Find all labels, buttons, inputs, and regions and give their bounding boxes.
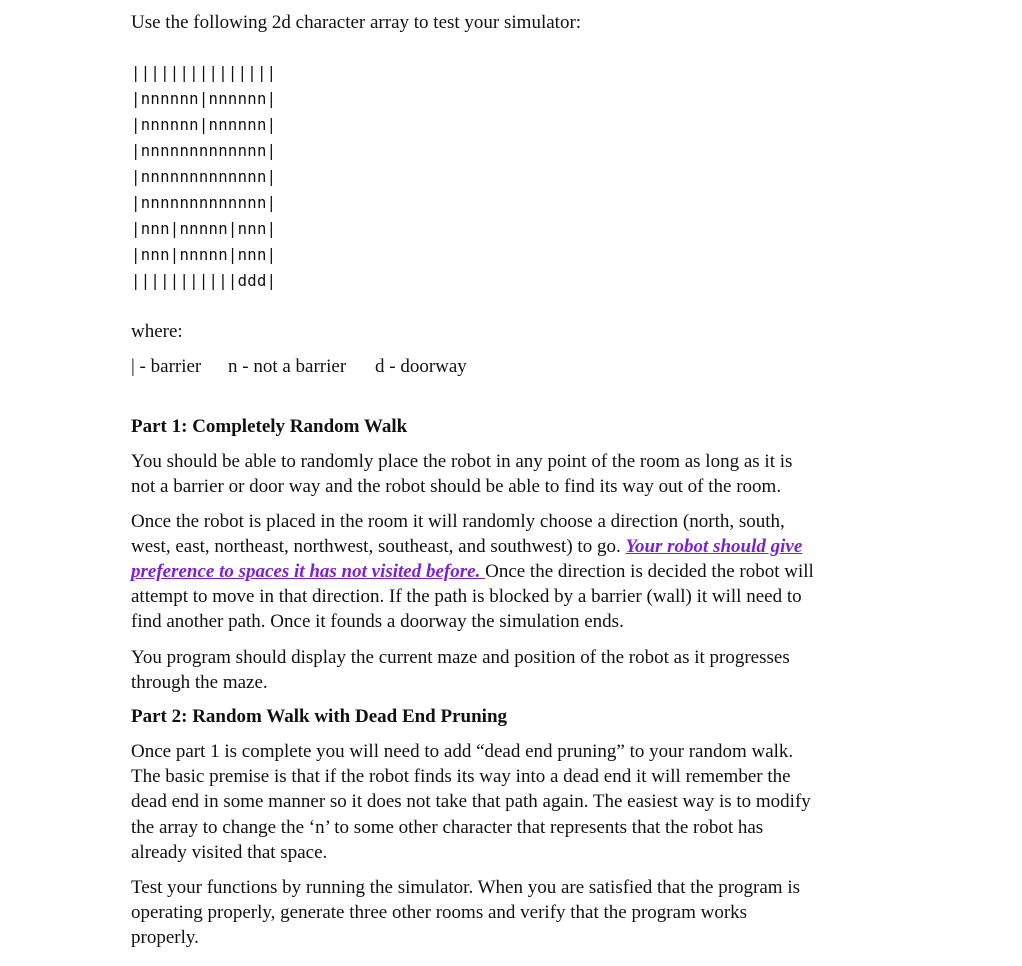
preference-link[interactable]: Your robot should give [625,536,803,557]
text-line [131,559,814,584]
text-line: operating properly, generate three other rooms and verify that the program works [131,902,748,923]
text-line: attempt to move in that direction. If the path is blocked by a barrier (wall) it will need to [131,586,802,607]
text-segment: Once the direction is decided the robot will [485,561,814,582]
where-label: where: [131,321,183,342]
text-line: find another path. Once it founds a doorway the simulation ends. [131,611,624,632]
text-line: You program should display the current maze and position of the robot as it progresses [131,647,790,668]
text-line: properly. [131,927,199,948]
text-line: Once the robot is placed in the room it will randomly choose a direction (north, south, [131,511,785,532]
text-line: The basic premise is that if the robot finds its way into a dead end it will remember the [131,766,791,787]
text-line: Once part 1 is complete you will need to add “dead end pruning” to your random walk. [131,741,794,762]
text-line: You should be able to randomly place the robot in any point of the room as long as it is [131,451,793,472]
maze-row: ||||||||||||||| [131,64,277,82]
text-line: Test your functions by running the simulator. When you are satisfied that the program is [131,877,800,898]
text-segment: west, east, northeast, northwest, southeast, and southwest) to go. [131,536,626,557]
maze-row: |nnnnnnnnnnnnn| [131,168,277,186]
legend-barrier: | - barrier [131,356,202,377]
text-line: through the maze. [131,672,268,693]
text-line: the array to change the ‘n’ to some other character that represents that the robot has [131,817,764,838]
legend-doorway: d - doorway [375,356,467,377]
maze-row: |nnnnnnnnnnnnn| [131,142,277,160]
preference-link[interactable]: preference to spaces it has not visited before. [131,561,486,582]
text-line: not a barrier or door way and the robot should be able to find its way out of the room. [131,476,782,497]
part2-heading: Part 2: Random Walk with Dead End Pruning [131,706,508,727]
maze-row: |nnn|nnnnn|nnn| [131,246,277,264]
maze-row: |nnnnnn|nnnnnn| [131,90,277,108]
text-line: dead end in some manner so it does not take that path again. The easiest way is to modify [131,791,811,812]
legend-not-barrier: n - not a barrier [228,356,347,377]
intro-text: Use the following 2d character array to test your simulator: [131,12,582,33]
part1-heading: Part 1: Completely Random Walk [131,416,408,437]
maze-row: |||||||||||ddd| [131,272,277,290]
maze-row: |nnnnnnnnnnnnn| [131,194,277,212]
text-line [131,534,802,559]
maze-row: |nnn|nnnnn|nnn| [131,220,277,238]
text-line: already visited that space. [131,842,328,863]
maze-row: |nnnnnn|nnnnnn| [131,116,277,134]
